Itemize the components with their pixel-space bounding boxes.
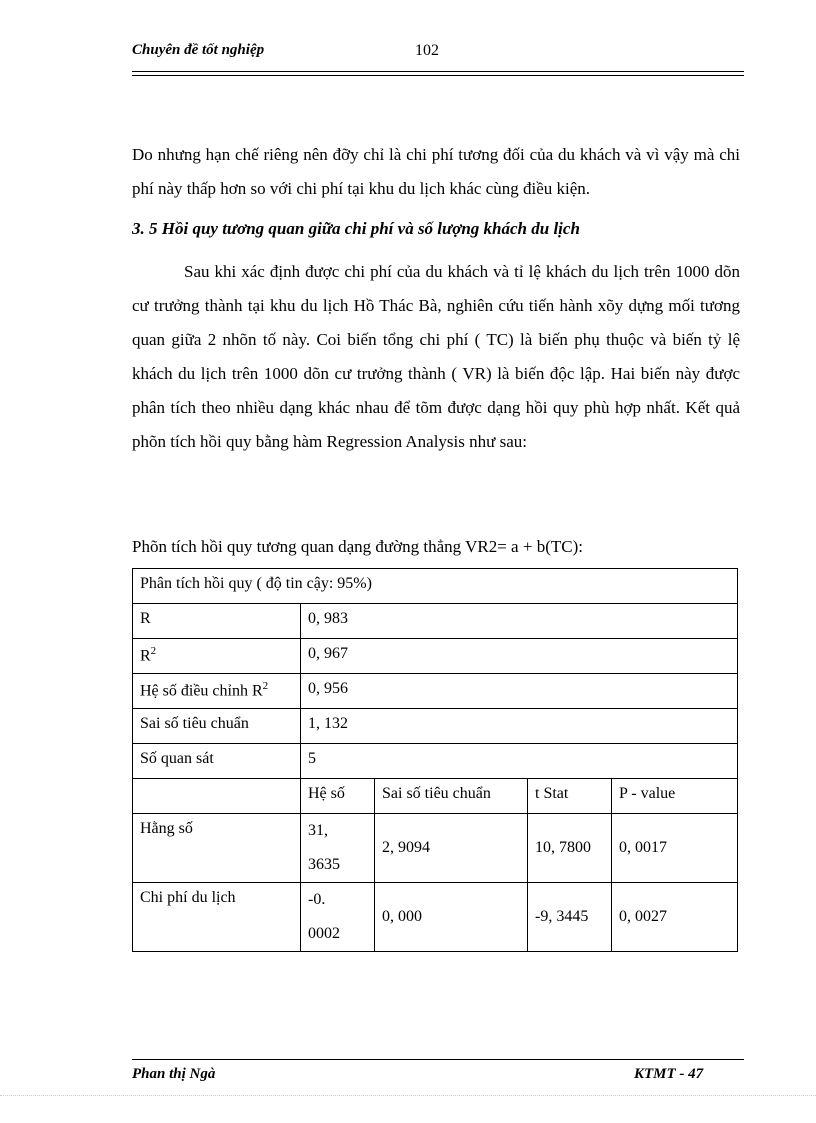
se-value: 2, 9094 xyxy=(375,814,528,883)
table-row xyxy=(133,674,738,709)
table-row xyxy=(133,569,738,604)
page-number: 102 xyxy=(415,42,439,59)
footer-rule xyxy=(132,1059,744,1060)
footer-author: Phan thị Ngà xyxy=(132,1066,216,1082)
coef-label: Chi phí du lịch xyxy=(133,883,301,952)
stat-label: Số quan sát xyxy=(133,744,301,779)
table-title: Phân tích hồi quy ( độ tin cậy: 95%) xyxy=(133,569,738,604)
column-header: Hệ số xyxy=(301,779,375,814)
table-row xyxy=(133,883,738,952)
header-title: Chuyên đề tốt nghiệp xyxy=(132,42,265,58)
se-value: 0, 000 xyxy=(375,883,528,952)
section-heading: 3. 5 Hồi quy tương quan giữa chi phí và số lượng khách du lịch xyxy=(132,219,580,238)
t-value: -9, 3445 xyxy=(528,883,612,952)
coef-value: -0. 0002 xyxy=(301,883,375,952)
coef-label: Hằng số xyxy=(133,814,301,883)
stat-value: 0, 956 xyxy=(301,674,738,709)
table-header-row xyxy=(133,779,738,814)
stat-value: 0, 967 xyxy=(301,639,738,674)
regression-table xyxy=(132,568,738,952)
table-caption: Phõn tích hồi quy tương quan dạng đường thẳng VR2= a + b(TC): xyxy=(132,537,583,556)
p-value: 0, 0017 xyxy=(612,814,738,883)
stat-value: 5 xyxy=(301,744,738,779)
column-header: P - value xyxy=(612,779,738,814)
header-rule-bottom xyxy=(132,75,744,76)
table-row xyxy=(133,709,738,744)
table-row xyxy=(133,604,738,639)
coef-value: 31, 3635 xyxy=(301,814,375,883)
table-row xyxy=(133,744,738,779)
page-edge-divider xyxy=(0,1095,816,1096)
column-header xyxy=(133,779,301,814)
stat-label: $R^2$ xyxy=(133,639,301,674)
header-rule-top xyxy=(132,71,744,72)
t-value: 10, 7800 xyxy=(528,814,612,883)
stat-value: 1, 132 xyxy=(301,709,738,744)
table-row xyxy=(133,814,738,883)
stat-label: Hệ số điều chỉnh $R^2$ xyxy=(133,674,301,709)
table-row xyxy=(133,639,738,674)
p-value: 0, 0027 xyxy=(612,883,738,952)
stat-label: R xyxy=(133,604,301,639)
stat-value: 0, 983 xyxy=(301,604,738,639)
column-header: Sai số tiêu chuẩn xyxy=(375,779,528,814)
stat-label: Sai số tiêu chuẩn xyxy=(133,709,301,744)
paragraph-intro: Do nhưng hạn chế riêng nên đỡy chỉ là chi phí tương đối của du khách và vì vậy mà chi phí này thấp hơn so với chi phí tại khu du lịch khác cùng điều kiện. xyxy=(132,145,740,198)
paragraph-method: Sau khi xác định được chi phí của du khách và tỉ lệ khách du lịch trên 1000 dõn cư trưởng thành tại khu du lịch Hồ Thác Bà, nghiên cứu tiến hành xõy dựng mối tương quan giữa 2 nhõn tố này. Coi biến tổng chi phí ( TC) là biến phụ thuộc và biến tỷ lệ khách du lịch trên 1000 dõn cư trưởng thành ( VR) là biến độc lập. Hai biến này được phân tích theo nhiều dạng khác nhau để tõm được dạng hồi quy phù hợp nhất. Kết quả phõn tích hồi quy bằng hàm Regression Analysis như sau: xyxy=(132,262,740,451)
column-header: t Stat xyxy=(528,779,612,814)
footer-code: KTMT - 47 xyxy=(634,1066,704,1082)
